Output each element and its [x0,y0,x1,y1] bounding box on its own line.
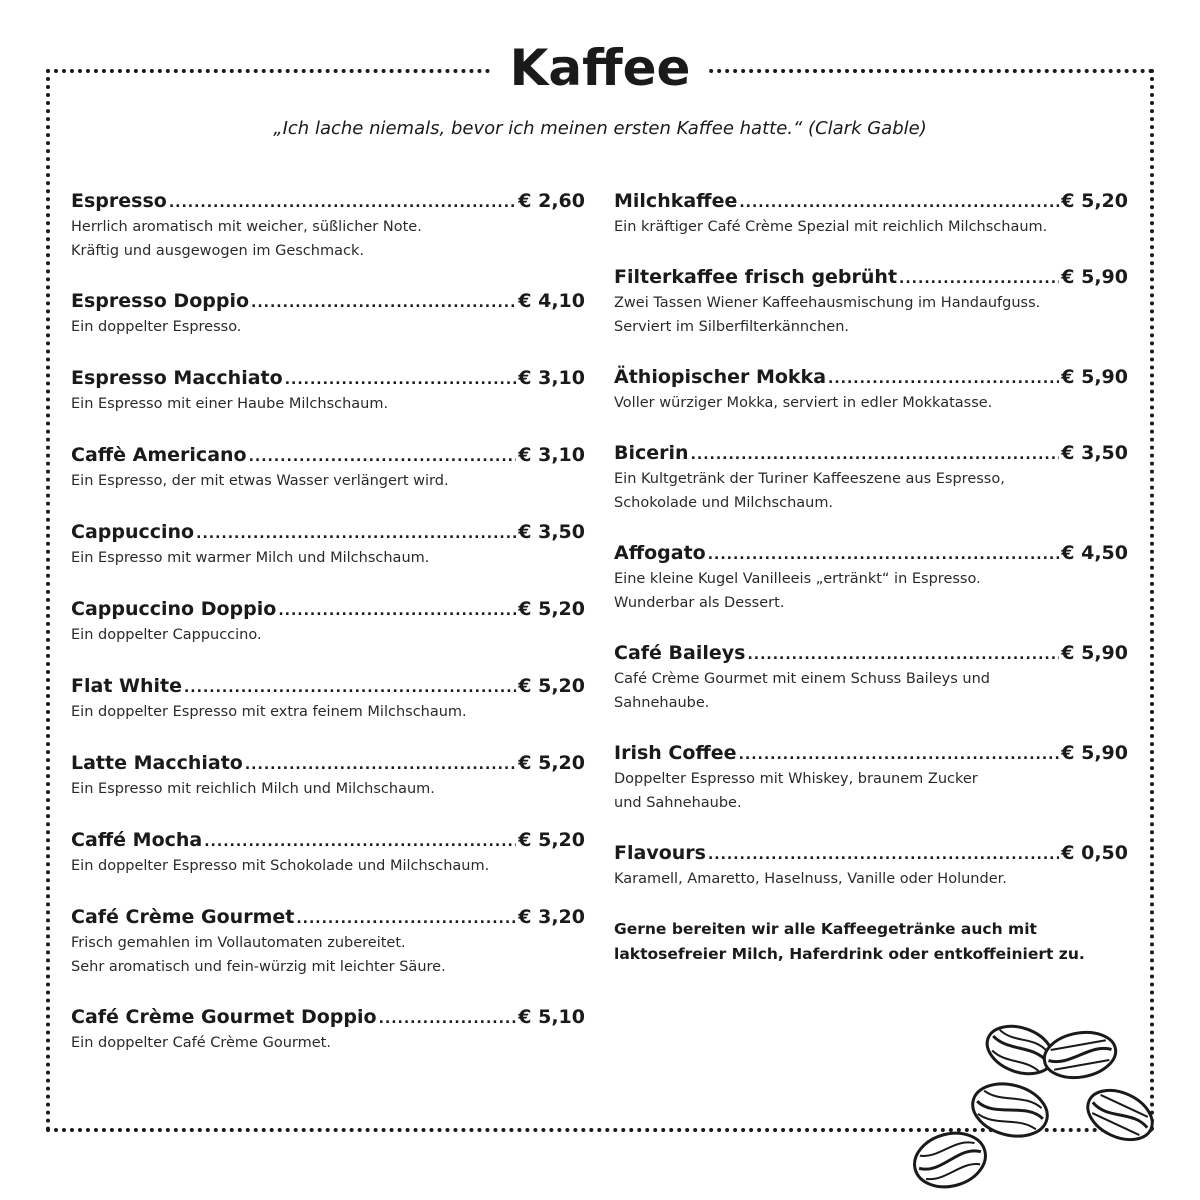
dot-leader [196,522,516,546]
menu-item-price: € 3,10 [518,367,585,389]
coffee-bean-icon [1080,1081,1160,1150]
menu-item-description: Ein kräftiger Café Crème Spezial mit reichlich Milchschaum. [614,219,1048,235]
menu-item-name: Milchkaffee [614,190,738,212]
menu-item-description: Zwei Tassen Wiener Kaffeehausmischung im Handaufguss. Serviert im Silberfilterkännchen. [614,295,1041,335]
menu-title-wrap [0,36,1200,100]
menu-item-name: Latte Macchiato [71,752,243,774]
menu-item-name: Flat White [71,675,182,697]
menu-title: Kaffee [492,36,709,100]
menu-item-name: Café Crème Gourmet [71,906,295,928]
lactose-free-note: Gerne bereiten wir alle Kaffeegetränke auch mit laktosefreier Milch, Haferdrink oder entkoffeiniert zu. [614,920,1085,963]
menu-item-description: Eine kleine Kugel Vanilleeis „ertränkt“ in Espresso. Wunderbar als Dessert. [614,571,981,611]
menu-item-description: Herrlich aromatisch mit weicher, süßlicher Note. Kräftig und ausgewogen im Geschmack. [71,219,422,259]
menu-item-name: Cappuccino [71,521,195,543]
menu-item-name: Café Baileys [614,642,746,664]
menu-item-price: € 3,20 [518,906,585,928]
menu-item-name: Irish Coffee [614,742,737,764]
menu-item-header [71,289,585,315]
menu-item [71,189,585,263]
menu-item-name: Espresso Macchiato [71,367,283,389]
menu-item-name: Affogato [614,542,706,564]
menu-item-price: € 5,90 [1061,266,1128,288]
dot-leader [184,676,516,700]
dot-leader [691,443,1060,467]
menu-item-header [614,641,1128,667]
menu-item [614,189,1128,239]
menu-item [71,597,585,647]
menu-item [71,289,585,339]
dot-leader [278,599,516,623]
coffee-bean-icon [1041,1027,1120,1083]
dot-leader [285,368,517,392]
dot-leader [204,830,516,854]
dot-leader [739,191,1059,215]
menu-item-description: Café Crème Gourmet mit einem Schuss Baileys und Sahnehaube. [614,671,990,711]
dot-leader [251,291,516,315]
dot-leader [828,367,1059,391]
menu-item [614,265,1128,339]
menu-item-description: Ein Espresso mit reichlich Milch und Milchschaum. [71,781,435,797]
dot-leader [708,843,1059,867]
dot-leader [747,643,1059,667]
menu-item-header [71,1005,585,1031]
menu-item-description: Ein Espresso mit einer Haube Milchschaum. [71,396,389,412]
menu-item-name: Äthiopischer Mokka [614,366,827,388]
menu-item [71,366,585,416]
menu-item-description: Ein doppelter Espresso. [71,319,242,335]
menu-item-header [71,520,585,546]
menu-item-header [614,441,1128,467]
menu-item-name: Caffè Americano [71,444,247,466]
menu-item [71,828,585,878]
menu-item [614,441,1128,515]
menu-item-description: Ein Espresso, der mit etwas Wasser verlängert wird. [71,473,449,489]
menu-item-price: € 5,20 [518,598,585,620]
menu-item-header [614,541,1128,567]
menu-item-price: € 5,20 [518,752,585,774]
menu-item-price: € 4,50 [1061,542,1128,564]
menu-item-description: Ein doppelter Café Crème Gourmet. [71,1035,331,1051]
menu-item-name: Espresso Doppio [71,290,250,312]
menu-item-description: Voller würziger Mokka, serviert in edler Mokkatasse. [614,395,993,411]
menu-item-description: Ein doppelter Espresso mit extra feinem Milchschaum. [71,704,467,720]
right-column [614,189,1128,967]
menu-item [614,841,1128,891]
dot-leader [169,191,516,215]
menu-item [71,751,585,801]
coffee-bean-icon [908,1126,991,1195]
menu-item [614,365,1128,415]
menu-item [614,541,1128,615]
menu-item-price: € 5,10 [518,1006,585,1028]
menu-item-header [71,828,585,854]
dot-leader [296,907,516,931]
menu-item-header [614,265,1128,291]
menu-item [71,520,585,570]
menu-quote: „Ich lache niemals, bevor ich meinen ersten Kaffee hatte.“ (Clark Gable) [273,118,927,139]
left-column [71,189,585,1082]
menu-item-name: Filterkaffee frisch gebrüht [614,266,898,288]
menu-item-header [71,905,585,931]
menu-item-name: Caffé Mocha [71,829,203,851]
menu-item-name: Bicerin [614,442,689,464]
menu-item [71,674,585,724]
coffee-beans-icon [900,1010,1200,1200]
menu-item-header [614,741,1128,767]
menu-item-header [71,597,585,623]
menu-item-price: € 4,10 [518,290,585,312]
dot-leader [245,753,516,777]
menu-item-description: Ein doppelter Espresso mit Schokolade und Milchschaum. [71,858,490,874]
menu-item-price: € 5,20 [518,675,585,697]
menu-item-header [614,365,1128,391]
menu-item-name: Espresso [71,190,167,212]
menu-item-header [71,674,585,700]
coffee-bean-icon [967,1076,1053,1144]
dot-leader [739,743,1060,767]
menu-item-price: € 5,20 [1061,190,1128,212]
menu-item-header [71,189,585,215]
menu-item [614,741,1128,815]
dot-leader [708,543,1060,567]
menu-item-header [614,841,1128,867]
menu-item-description: Karamell, Amaretto, Haselnuss, Vanille oder Holunder. [614,871,1007,887]
menu-item-price: € 5,90 [1061,366,1128,388]
menu-item-name: Cappuccino Doppio [71,598,277,620]
menu-item-price: € 2,60 [518,190,585,212]
menu-item-header [614,189,1128,215]
menu-item-price: € 3,10 [518,444,585,466]
menu-item-description: Ein doppelter Cappuccino. [71,627,262,643]
menu-item-header [71,366,585,392]
menu-item-price: € 5,20 [518,829,585,851]
menu-item-price: € 5,90 [1061,742,1128,764]
menu-item [71,905,585,979]
menu-item [71,1005,585,1055]
dot-leader [249,445,517,469]
menu-item-description: Frisch gemahlen im Vollautomaten zubereitet. Sehr aromatisch und fein-würzig mit leichter Säure. [71,935,446,975]
menu-item [71,443,585,493]
menu-item-price: € 3,50 [518,521,585,543]
menu-item [614,641,1128,715]
menu-item-price: € 3,50 [1061,442,1128,464]
menu-item-header [71,751,585,777]
menu-item-description: Ein Kultgetränk der Turiner Kaffeeszene aus Espresso, Schokolade und Milchschaum. [614,471,1005,511]
dot-leader [899,267,1059,291]
menu-item-description: Doppelter Espresso mit Whiskey, braunem Zucker und Sahnehaube. [614,771,978,811]
menu-item-price: € 5,90 [1061,642,1128,664]
menu-item-price: € 0,50 [1061,842,1128,864]
dot-leader [379,1007,517,1031]
menu-item-header [71,443,585,469]
menu-item-description: Ein Espresso mit warmer Milch und Milchschaum. [71,550,430,566]
menu-item-name: Café Crème Gourmet Doppio [71,1006,377,1028]
menu-item-name: Flavours [614,842,706,864]
